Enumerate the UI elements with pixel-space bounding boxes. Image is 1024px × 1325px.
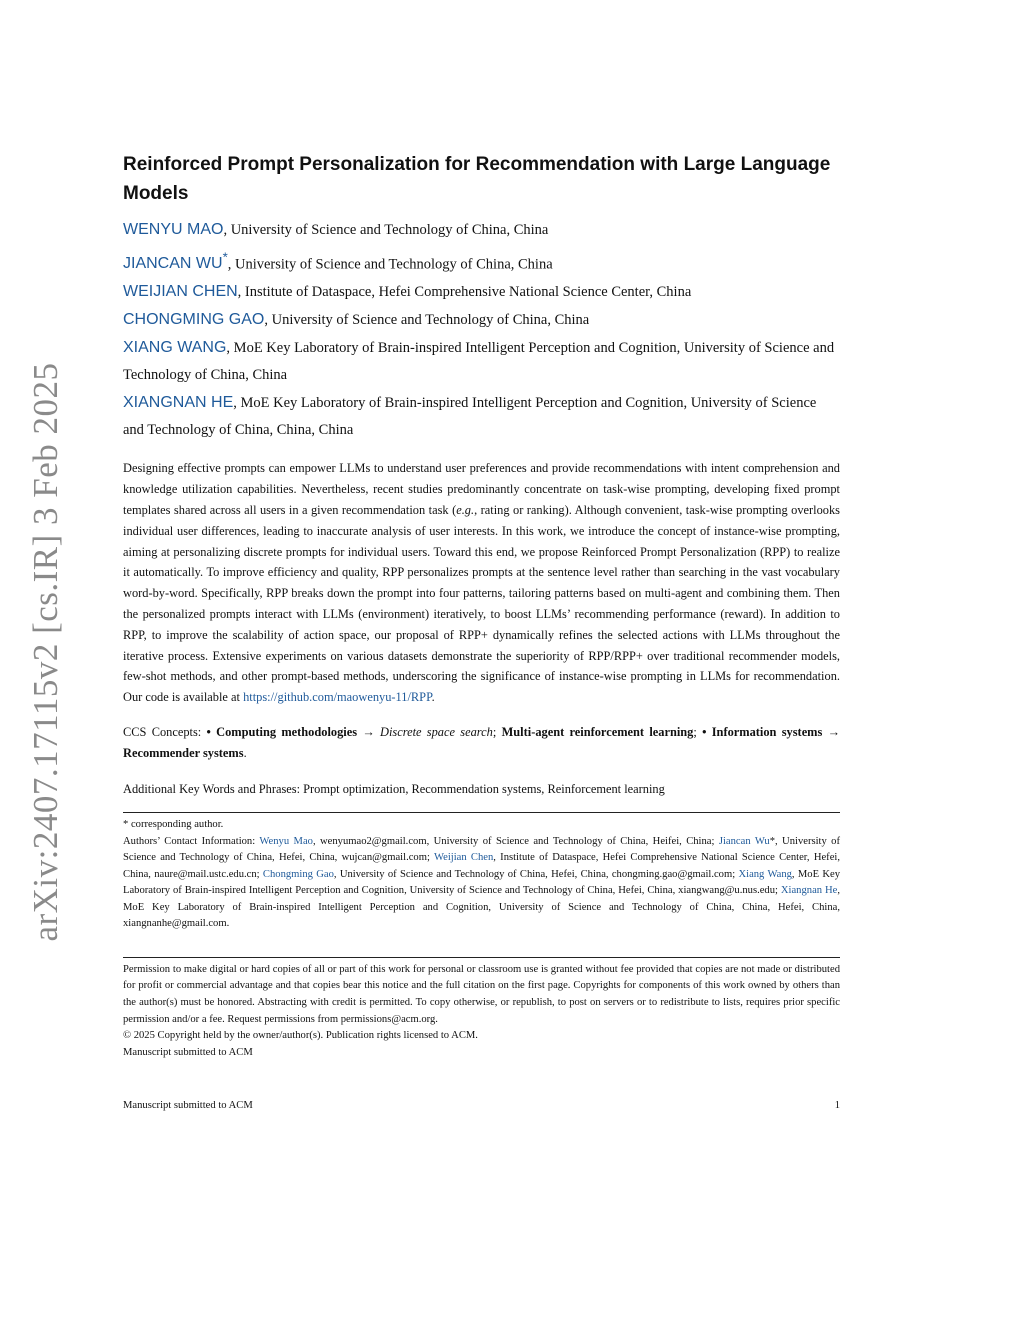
author-entry: CHONGMING GAO, University of Science and Technology of China, China xyxy=(123,311,590,329)
author-link[interactable]: Xiangnan He xyxy=(780,885,838,897)
footnote-divider xyxy=(123,812,840,813)
author-affiliation: University of Science and Technology of China, China xyxy=(271,312,590,329)
author-affiliation: University of Science and Technology of China, China xyxy=(235,256,553,273)
author-list xyxy=(123,216,840,444)
author-affiliation: MoE Key Laboratory of Brain-inspired Intelligent Perception and Cognition, University of Science and Technology of China, China, China xyxy=(123,395,817,439)
author-entry: WENYU MAO, University of Science and Technology of China, China xyxy=(123,221,549,238)
arxiv-identifier: arXiv:2407.17115v2 [cs.IR] 3 Feb 2025 xyxy=(26,362,65,942)
corresponding-footnote: * corresponding author. xyxy=(123,819,224,831)
author-affiliation: University of Science and Technology of China, China xyxy=(230,222,549,238)
author-name[interactable]: XIANGNAN HE xyxy=(123,394,234,412)
author-name[interactable]: WENYU MAO xyxy=(123,221,224,238)
author-name[interactable]: WEIJIAN CHEN xyxy=(123,283,238,301)
page-number: 1 xyxy=(834,1100,840,1111)
ccs-concepts: CCS Concepts: • Computing methodologies → Discrete space search; Multi-agent reinforcement learning; • Information systems → Recommender systems. xyxy=(123,724,841,760)
author-entry: WEIJIAN CHEN, Institute of Dataspace, Hefei Comprehensive National Science Center, China xyxy=(123,283,692,301)
copyright-notice: © 2025 Copyright held by the owner/author(s). Publication rights licensed to ACM. xyxy=(123,1030,478,1042)
paper-first-page xyxy=(123,150,840,1061)
author-name[interactable]: CHONGMING GAO xyxy=(123,311,265,329)
author-link[interactable]: Wenyu Mao xyxy=(259,835,313,847)
author-name[interactable]: XIANG WANG xyxy=(123,339,227,357)
paper-title: Reinforced Prompt Personalization for Recommendation with Large Language Models xyxy=(123,154,831,204)
page-footer xyxy=(123,1100,840,1111)
code-link[interactable]: https://github.com/maowenyu-11/RPP xyxy=(243,690,432,705)
permissions-block xyxy=(123,957,840,1062)
author-link[interactable]: Xiang Wang xyxy=(738,868,792,880)
keywords: Additional Key Words and Phrases: Prompt optimization, Recommendation systems, Reinforcement learning xyxy=(123,782,665,797)
footer-venue: Manuscript submitted to ACM xyxy=(123,1100,253,1111)
abstract: Designing effective prompts can empower LLMs to understand user preferences and provide recommendations with intent comprehension and knowledge utilization capabilities. Nevertheless, recent studies predominantly concentrate on task-wise prompting, developing fixed prompt templates shared across all users in a given recommendation task (e.g., rating or ranking). Although convenient, task-wise prompting overlooks individual user differences, leading to inaccurate analysis of user interests. In this work, we introduce the concept of instance-wise prompting, aiming at personalizing discrete prompts for individual users. Toward this end, we propose Reinforced Prompt Personalization (RPP) to realize it automatically. To improve efficiency and quality, RPP personalizes prompts at the sentence level rather than searching in the vast vocabulary word-by-word. Specifically, RPP breaks down the prompt into four patterns, tailoring patterns based on multi-agent and combining them. Then the personalized prompts interact with LLMs (environment) iteratively, to boost LLMs’ recommending performance (reward). In addition to RPP, to improve the scalability of action space, our proposal of RPP+ dynamically refines the selected actions with LLMs throughout the iterative process. Extensive experiments on various datasets demonstrate the superiority of RPP/RPP+ over traditional recommender models, few-shot methods, and other prompt-based methods, underscoring the significance of instance-wise prompting in LLMs for recommendation. Our code is available at https://github.com/maowenyu-11/RPP. xyxy=(123,461,840,705)
author-affiliation: Institute of Dataspace, Hefei Comprehensive National Science Center, China xyxy=(244,284,692,301)
author-entry: XIANG WANG, MoE Key Laboratory of Brain-inspired Intelligent Perception and Cognition, University of Science and Technology of China, China xyxy=(123,339,835,384)
author-entry: XIANGNAN HE, MoE Key Laboratory of Brain-inspired Intelligent Perception and Cognition, University of Science and Technology of China, China, China xyxy=(123,394,817,439)
manuscript-note: Manuscript submitted to ACM xyxy=(123,1046,253,1058)
author-link[interactable]: Weijian Chen xyxy=(433,852,494,864)
corresponding-mark: * xyxy=(222,250,228,265)
contact-information: Authors’ Contact Information: Wenyu Mao, wenyumao2@gmail.com, University of Science and Technology of China, Heifei, China; Jiancan Wu*, University of Science and Technology of China, Hefei, China, wujcan@gmail.com; Weijian Chen, Institute of Dataspace, Hefei Comprehensive National Science Center, Hefei, China, naure@mail.ustc.edu.cn; Chongming Gao, University of Science and Technology of China, Hefei, China, chongming.gao@gmail.com; Xiang Wang, MoE Key Laboratory of Brain-inspired Intelligent Perception and Cognition, University of Science and Technology of China, Hefei, China, xiangwang@u.nus.edu; Xiangnan He, MoE Key Laboratory of Brain-inspired Intelligent Perception and Cognition, University of Science and Technology of China, China, Hefei, China, xiangnanhe@gmail.com. xyxy=(123,835,841,930)
author-footnotes xyxy=(123,817,840,933)
permission-notice: Permission to make digital or hard copies of all or part of this work for personal or classroom use is granted without fee provided that copies are not made or distributed for profit or commercial advantage and that copies bear this notice and the full citation on the first page. Copyrights for components of this work owned by others than the author(s) must be honored. Abstracting with credit is permitted. To copy otherwise, or republish, to post on servers or to redistribute to lists, requires prior specific permission and/or a fee. Request permissions from permissions@acm.org. xyxy=(123,963,840,1025)
author-affiliation: MoE Key Laboratory of Brain-inspired Intelligent Perception and Cognition, University of Science and Technology of China, China xyxy=(123,340,835,384)
author-name[interactable]: JIANCAN WU* xyxy=(123,250,228,273)
author-link[interactable]: Chongming Gao xyxy=(262,868,334,880)
author-link[interactable]: Jiancan Wu xyxy=(718,835,770,847)
author-entry: JIANCAN WU*, University of Science and Technology of China, China xyxy=(123,250,553,273)
